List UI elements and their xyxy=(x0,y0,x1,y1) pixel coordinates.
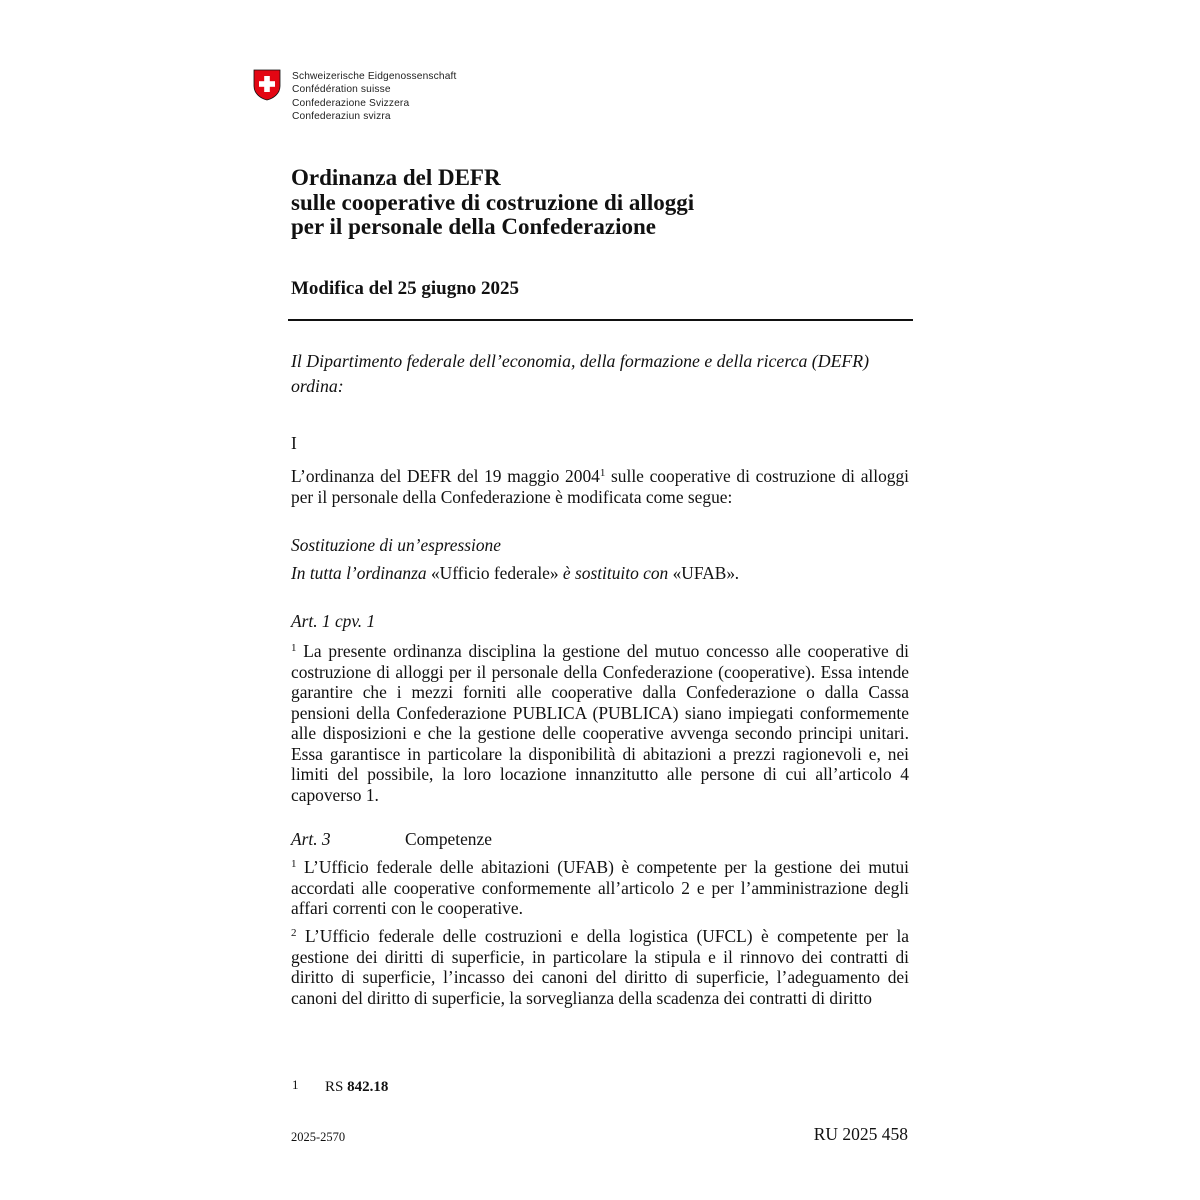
footnote-ref[interactable]: 1 xyxy=(599,467,606,479)
paragraph-number: 2 xyxy=(291,927,297,939)
title-divider xyxy=(288,319,913,321)
document-id: 2025-2570 xyxy=(291,1130,346,1144)
title-line-2: sulle cooperative di costruzione di alloggi xyxy=(291,189,695,215)
section-number: I xyxy=(291,433,297,453)
article-3-label: Art. 3 xyxy=(291,829,331,849)
substitution-text-b: è sostituito con xyxy=(558,563,673,583)
article-3-paragraph-1 xyxy=(291,857,909,919)
confederation-name-de: Schweizerische Eidgenossenschaft xyxy=(292,71,457,82)
substitution-end: . xyxy=(735,563,740,583)
article-1-title: Art. 1 cpv. 1 xyxy=(291,611,376,631)
confederation-name-fr: Confédération suisse xyxy=(292,84,391,96)
preamble xyxy=(291,349,909,399)
paragraph-number: 1 xyxy=(291,642,297,654)
document-subtitle: Modifica del 25 giugno 2025 xyxy=(291,278,520,299)
article-1-paragraph-1 xyxy=(291,641,909,805)
preamble-text: Il Dipartimento federale dell’economia, della formazione e della ricerca (DEFR) xyxy=(291,351,870,371)
ru-reference: RU 2025 458 xyxy=(813,1124,908,1144)
swiss-cross-icon xyxy=(253,69,281,101)
title-line-3: per il personale della Confederazione xyxy=(291,214,656,239)
substitution-heading: Sostituzione di un’espressione xyxy=(291,535,501,555)
footnote-number: 1 xyxy=(292,1077,299,1092)
substitution-text xyxy=(291,563,909,584)
confederation-names xyxy=(292,70,457,123)
footnote-ref-number: 842.18 xyxy=(347,1079,389,1095)
document-title xyxy=(291,166,694,240)
paragraph-text: La presente ordinanza disciplina la gestione del mutuo concesso alle cooperative di costruzione di alloggi per il personale della Confederazione (cooperative). Essa intende garantire che i mezzi forniti alle cooperative dalla Confederazione o dalla Cassa pensioni della Confederazione PUBLICA (PUBLICA) siano impiegati conformemente alle disposizioni e che la gestione delle cooperative avvenga secondo principi unitari. Essa garantisce in particolare la disponibilità di abitazioni a prezzi ragionevoli e, nei limiti del possibile, la loro locazione innanzitutto alle persone di cui all’articolo 4 capoverso 1. xyxy=(291,641,909,805)
confederation-name-rm: Confederaziun svizra xyxy=(292,110,391,122)
substitution-old-term: «Ufficio federale» xyxy=(430,563,559,583)
preamble-verb: ordina: xyxy=(291,376,344,396)
article-3-name: Competenze xyxy=(405,829,492,849)
paragraph-number: 1 xyxy=(291,858,297,870)
title-line-1: Ordinanza del DEFR xyxy=(291,165,501,190)
article-3-paragraph-2 xyxy=(291,926,909,1008)
footnote-prefix: RS xyxy=(325,1079,348,1095)
paragraph-text: L’Ufficio federale delle abitazioni (UFAB) è competente per la gestione dei mutui accordati alle cooperative conformemente all’articolo 2 e per l’amministrazione degli affari correnti con le cooperative. xyxy=(291,857,909,918)
amendment-intro-end: sulle cooperative di costruzione di alloggi per il personale della Confederazione è modificata come segue: xyxy=(291,466,909,507)
confederation-name-it: Confederazione Svizzera xyxy=(292,97,410,109)
amendment-intro xyxy=(291,466,909,507)
substitution-new-term: «UFAB» xyxy=(672,563,736,583)
amendment-intro-start: L’ordinanza del DEFR del 19 maggio 2004 xyxy=(291,466,600,486)
paragraph-text: L’Ufficio federale delle costruzioni e della logistica (UFCL) è competente per la gestione dei diritti di superficie, in particolare la stipula e il rinnovo dei contratti di diritto di superficie, l’incasso dei canoni del diritto di superficie, l’adeguamento dei canoni del diritto di superficie, la sorveglianza della scadenza dei contratti di diritto xyxy=(291,926,909,1008)
article-3-title xyxy=(291,829,909,850)
substitution-text-a: In tutta l’ordinanza xyxy=(291,563,431,583)
footnote-text xyxy=(325,1079,388,1096)
